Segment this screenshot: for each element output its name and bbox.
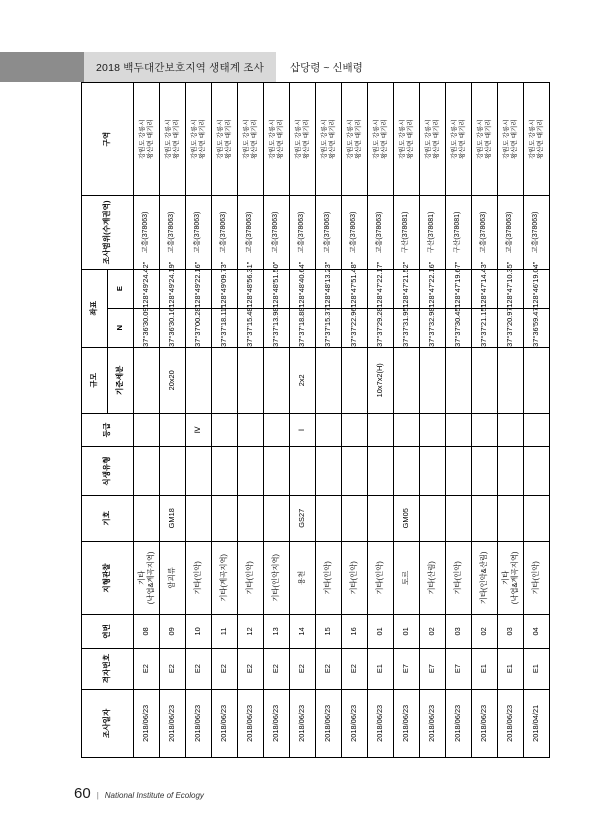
cell-topography: 기타 (낙엽&계곡지역) (498, 541, 524, 614)
cell-zone: 고흥(378063) (368, 196, 394, 269)
cell-admin: 강원도 강릉시 왕산면 대기리 (498, 83, 524, 196)
cell-admin: 강원도 강릉시 왕산면 대기리 (186, 83, 212, 196)
cell-grade (134, 413, 160, 447)
cell-topography: 기타 (낙엽&계곡지역) (134, 541, 160, 614)
cell-vegetation (316, 447, 342, 495)
cell-topography: 기타(계곡지역) (212, 541, 238, 614)
cell-date: 2018/04/21 (524, 689, 550, 757)
cell-north: 37°37'00.28" (186, 308, 212, 347)
cell-number: 03 (446, 615, 472, 649)
cell-east: 128°48'13.23" (316, 269, 342, 308)
report-subtitle: 삽당령 ~ 신배령 (289, 61, 363, 74)
cell-east: 128°47'22.16" (420, 269, 446, 308)
cell-date: 2018/06/23 (394, 689, 420, 757)
cell-code (186, 495, 212, 541)
cell-topography: 기타(인악&산림) (472, 541, 498, 614)
report-title: 2018 백두대간보호지역 생태계 조사 (84, 52, 276, 82)
cell-grade: Ⅰ (290, 413, 316, 447)
table-row (498, 83, 524, 758)
cell-code: GS27 (290, 495, 316, 541)
cell-zone: 고흥(378063) (316, 196, 342, 269)
cell-north: 37°37'13.98" (264, 308, 290, 347)
cell-topography: 기타(인악) (186, 541, 212, 614)
cell-scale (238, 347, 264, 413)
table-row (290, 83, 316, 758)
cell-north: 37°36'30.16" (160, 308, 186, 347)
cell-grid: E2 (290, 648, 316, 689)
cell-topography: 기타(인악지역) (264, 541, 290, 614)
cell-vegetation (472, 447, 498, 495)
cell-east: 128°49'24.42" (134, 269, 160, 308)
cell-topography: 용천 (290, 541, 316, 614)
cell-date: 2018/06/23 (420, 689, 446, 757)
table-row (134, 83, 160, 758)
cell-grid: E7 (394, 648, 420, 689)
col-header-code: 기호 (82, 495, 134, 541)
cell-zone: 고흥(378063) (186, 196, 212, 269)
cell-number: 09 (160, 615, 186, 649)
cell-east: 128°49'22.16" (186, 269, 212, 308)
cell-topography: 기타(인악) (524, 541, 550, 614)
cell-vegetation (264, 447, 290, 495)
cell-admin: 강원도 강릉시 왕산면 대기리 (342, 83, 368, 196)
cell-date: 2018/06/23 (212, 689, 238, 757)
cell-scale (186, 347, 212, 413)
cell-topography: 암괴류 (160, 541, 186, 614)
cell-scale (394, 347, 420, 413)
cell-number: 16 (342, 615, 368, 649)
table-row (420, 83, 446, 758)
cell-code (498, 495, 524, 541)
cell-north: 37°37'22.96" (342, 308, 368, 347)
cell-grade (472, 413, 498, 447)
cell-zone: 고흥(378063) (238, 196, 264, 269)
cell-scale (212, 347, 238, 413)
cell-scale (264, 347, 290, 413)
table-row (186, 83, 212, 758)
cell-code (368, 495, 394, 541)
cell-north: 37°37'18.11" (212, 308, 238, 347)
col-subheader-north: N (108, 308, 134, 347)
page-footer (74, 785, 204, 802)
cell-grid: E7 (446, 648, 472, 689)
cell-zone: 고흥(378063) (212, 196, 238, 269)
cell-date: 2018/06/23 (290, 689, 316, 757)
cell-zone: 구산(378081) (446, 196, 472, 269)
col-header-vegetation: 식생유형 (82, 447, 134, 495)
cell-admin: 강원도 강릉시 왕산면 대기리 (134, 83, 160, 196)
cell-grade (212, 413, 238, 447)
table-row (394, 83, 420, 758)
cell-number: 01 (394, 615, 420, 649)
cell-number: 02 (472, 615, 498, 649)
cell-vegetation (446, 447, 472, 495)
table-row (446, 83, 472, 758)
cell-admin: 강원도 강릉시 왕산면 대기리 (316, 83, 342, 196)
table-row (160, 83, 186, 758)
cell-grade (238, 413, 264, 447)
cell-grid: E1 (472, 648, 498, 689)
cell-vegetation (498, 447, 524, 495)
cell-north: 37°37'30.45" (446, 308, 472, 347)
cell-zone: 구산(378081) (420, 196, 446, 269)
cell-number: 14 (290, 615, 316, 649)
cell-admin: 강원도 강릉시 왕산면 대기리 (472, 83, 498, 196)
cell-admin: 강원도 강릉시 왕산면 대기리 (524, 83, 550, 196)
cell-zone: 고흥(378063) (290, 196, 316, 269)
survey-table (81, 82, 550, 758)
cell-date: 2018/06/23 (498, 689, 524, 757)
cell-vegetation (160, 447, 186, 495)
cell-scale (498, 347, 524, 413)
cell-code (420, 495, 446, 541)
cell-east: 128°49'24.19" (160, 269, 186, 308)
cell-north: 37°37'15.48" (238, 308, 264, 347)
cell-date: 2018/06/23 (160, 689, 186, 757)
cell-zone: 고흥(378063) (342, 196, 368, 269)
table-row (368, 83, 394, 758)
cell-north: 37°37'18.88" (290, 308, 316, 347)
cell-date: 2018/06/23 (368, 689, 394, 757)
cell-scale (524, 347, 550, 413)
cell-scale (472, 347, 498, 413)
cell-grade (524, 413, 550, 447)
cell-admin: 강원도 강릉시 왕산면 대기리 (394, 83, 420, 196)
cell-grade (342, 413, 368, 447)
cell-grade (420, 413, 446, 447)
cell-vegetation (524, 447, 550, 495)
cell-date: 2018/06/23 (238, 689, 264, 757)
table-row (316, 83, 342, 758)
cell-grade: Ⅳ (186, 413, 212, 447)
cell-east: 128°47'14.43" (472, 269, 498, 308)
col-header-zone: 조사범위(수계권역) (82, 196, 134, 269)
cell-grade (264, 413, 290, 447)
cell-grid: E1 (524, 648, 550, 689)
cell-grade (498, 413, 524, 447)
table-row (524, 83, 550, 758)
col-header-date: 조사일자 (82, 689, 134, 757)
cell-code (238, 495, 264, 541)
survey-table-body (134, 83, 550, 758)
cell-topography: 기타(인악) (238, 541, 264, 614)
cell-grid: E1 (498, 648, 524, 689)
cell-vegetation (186, 447, 212, 495)
cell-admin: 강원도 강릉시 왕산면 대기리 (160, 83, 186, 196)
cell-east: 128°47'19.67" (446, 269, 472, 308)
cell-east: 128°48'56.31" (238, 269, 264, 308)
cell-grid: E7 (420, 648, 446, 689)
col-header-scale: 규모 (82, 347, 108, 413)
table-row (238, 83, 264, 758)
cell-grid: E2 (160, 648, 186, 689)
cell-admin: 강원도 강릉시 왕산면 대기리 (264, 83, 290, 196)
cell-zone: 구산(378081) (394, 196, 420, 269)
col-subheader-scale-unit: 기준세분 (108, 347, 134, 413)
cell-vegetation (394, 447, 420, 495)
cell-north: 37°37'31.95" (394, 308, 420, 347)
institute-name: National Institute of Ecology (104, 791, 204, 800)
cell-number: 13 (264, 615, 290, 649)
cell-zone: 고흥(378063) (498, 196, 524, 269)
cell-code (134, 495, 160, 541)
cell-topography: 토르 (394, 541, 420, 614)
cell-grade (368, 413, 394, 447)
footer-separator: | (96, 791, 99, 800)
cell-code: GM18 (160, 495, 186, 541)
cell-admin: 강원도 강릉시 왕산면 대기리 (420, 83, 446, 196)
cell-scale (446, 347, 472, 413)
col-header-number: 연번 (82, 615, 134, 649)
cell-east: 128°47'51.48" (342, 269, 368, 308)
cell-admin: 강원도 강릉시 왕산면 대기리 (446, 83, 472, 196)
col-subheader-east: E (108, 269, 134, 308)
col-header-topography: 지형관찰 (82, 541, 134, 614)
cell-date: 2018/06/23 (342, 689, 368, 757)
cell-zone: 고흥(378063) (472, 196, 498, 269)
cell-east: 128°47'21.52" (394, 269, 420, 308)
cell-scale: 2x2 (290, 347, 316, 413)
cell-number: 03 (498, 615, 524, 649)
cell-number: 02 (420, 615, 446, 649)
cell-number: 08 (134, 615, 160, 649)
cell-vegetation (212, 447, 238, 495)
cell-east: 128°47'22.17" (368, 269, 394, 308)
cell-code (342, 495, 368, 541)
cell-number: 10 (186, 615, 212, 649)
cell-east: 128°49'09.73" (212, 269, 238, 308)
cell-number: 04 (524, 615, 550, 649)
cell-topography: 기타(인악) (368, 541, 394, 614)
table-header-row (82, 83, 108, 758)
col-header-admin: 구역 (82, 83, 134, 196)
cell-north: 37°37'15.37" (316, 308, 342, 347)
cell-zone: 고흥(378063) (134, 196, 160, 269)
cell-east: 128°46'19.04" (524, 269, 550, 308)
cell-admin: 강원도 강릉시 왕산면 대기리 (238, 83, 264, 196)
cell-grid: E2 (212, 648, 238, 689)
cell-north: 37°37'29.28" (368, 308, 394, 347)
cell-scale (134, 347, 160, 413)
cell-grid: E2 (342, 648, 368, 689)
cell-grid: E2 (316, 648, 342, 689)
cell-zone: 고흥(378063) (160, 196, 186, 269)
cell-number: 12 (238, 615, 264, 649)
cell-date: 2018/06/23 (316, 689, 342, 757)
cell-vegetation (134, 447, 160, 495)
rotated-table-container (81, 82, 544, 758)
page-number: 60 (74, 785, 91, 802)
cell-date: 2018/06/23 (446, 689, 472, 757)
cell-code (212, 495, 238, 541)
cell-vegetation (420, 447, 446, 495)
cell-date: 2018/06/23 (472, 689, 498, 757)
cell-code: GM05 (394, 495, 420, 541)
cell-topography: 기타(인악) (342, 541, 368, 614)
cell-admin: 강원도 강릉시 왕산면 대기리 (212, 83, 238, 196)
cell-code (316, 495, 342, 541)
cell-grade (446, 413, 472, 447)
table-row (472, 83, 498, 758)
cell-grid: E2 (134, 648, 160, 689)
cell-topography: 기타(인악) (316, 541, 342, 614)
cell-admin: 강원도 강릉시 왕산면 대기리 (368, 83, 394, 196)
cell-code (446, 495, 472, 541)
cell-north: 37°37'32.98" (420, 308, 446, 347)
cell-grid: E2 (186, 648, 212, 689)
cell-number: 01 (368, 615, 394, 649)
cell-date: 2018/06/23 (134, 689, 160, 757)
table-row (264, 83, 290, 758)
cell-date: 2018/06/23 (264, 689, 290, 757)
survey-table-head (82, 83, 134, 758)
cell-scale (420, 347, 446, 413)
col-header-grid: 격자번호 (82, 648, 134, 689)
cell-grade (316, 413, 342, 447)
cell-code (264, 495, 290, 541)
cell-east: 128°48'40.64" (290, 269, 316, 308)
cell-scale: 10x7x2(H) (368, 347, 394, 413)
cell-grade (394, 413, 420, 447)
cell-date: 2018/06/23 (186, 689, 212, 757)
cell-scale (316, 347, 342, 413)
cell-number: 11 (212, 615, 238, 649)
cell-scale (342, 347, 368, 413)
cell-grade (160, 413, 186, 447)
cell-zone: 고흥(378063) (264, 196, 290, 269)
cell-vegetation (368, 447, 394, 495)
cell-north: 37°37'20.97" (498, 308, 524, 347)
cell-grid: E2 (238, 648, 264, 689)
table-row (342, 83, 368, 758)
cell-code (472, 495, 498, 541)
cell-vegetation (342, 447, 368, 495)
cell-north: 37°36'59.47" (524, 308, 550, 347)
cell-east: 128°48'51.50" (264, 269, 290, 308)
cell-north: 37°37'21.15" (472, 308, 498, 347)
cell-vegetation (238, 447, 264, 495)
cell-vegetation (290, 447, 316, 495)
table-row (212, 83, 238, 758)
cell-admin: 강원도 강릉시 왕산면 대기리 (290, 83, 316, 196)
cell-zone: 고흥(378063) (524, 196, 550, 269)
cell-grid: E1 (368, 648, 394, 689)
cell-topography: 기타(인악) (446, 541, 472, 614)
cell-number: 15 (316, 615, 342, 649)
cell-north: 37°36'30.09" (134, 308, 160, 347)
cell-scale: 20x20 (160, 347, 186, 413)
col-header-grade: 등급 (82, 413, 134, 447)
cell-east: 128°47'10.35" (498, 269, 524, 308)
col-header-coordinates: 좌표 (82, 269, 108, 347)
cell-grid: E2 (264, 648, 290, 689)
cell-code (524, 495, 550, 541)
cell-topography: 기타(산림) (420, 541, 446, 614)
